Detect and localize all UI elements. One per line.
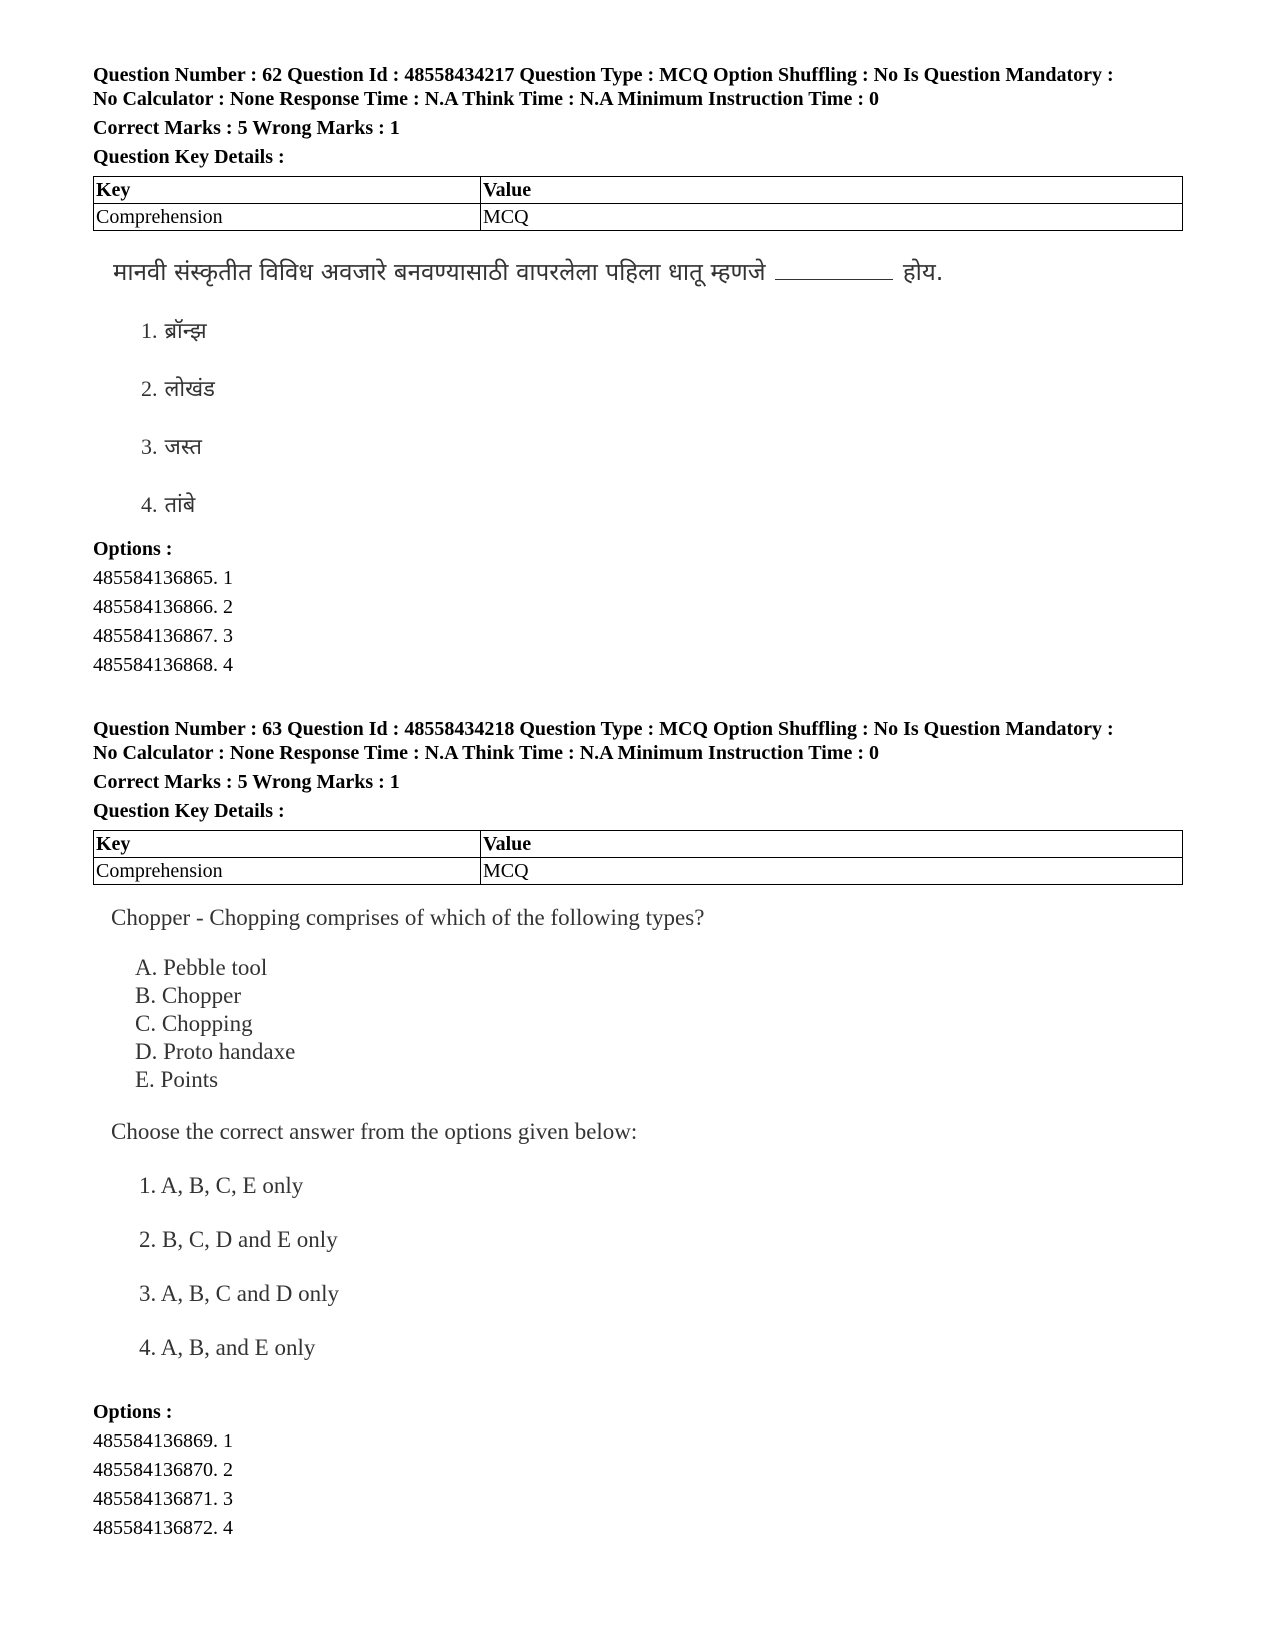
option-id: 485584136868. 4 [93,654,233,676]
choice-2: 2. B, C, D and E only [139,1227,338,1252]
header-value: Value [481,831,1183,858]
question-text [113,255,943,288]
statement-c: C. Chopping [135,1011,253,1036]
question-meta [93,717,1114,765]
key-details-table [93,176,1183,231]
marks-line: Correct Marks : 5 Wrong Marks : 1 [93,771,400,793]
question-image [113,255,944,518]
question-image [111,905,1111,1375]
choice-2 [141,373,215,403]
cell-key: Comprehension [94,858,481,885]
marks-line: Correct Marks : 5 Wrong Marks : 1 [93,117,400,139]
question-text-before: मानवी संस्कृतीत विविध अवजारे बनवण्यासाठी वापरलेला पहिला धातू म्हणजे [113,258,766,286]
meta-line-2: No Calculator : None Response Time : N.A Think Time : N.A Minimum Instruction Time : 0 [93,88,879,110]
instruction-text: Choose the correct answer from the options given below: [111,1119,638,1144]
choice-number: 4. [141,492,158,517]
header-key: Key [94,831,481,858]
choice-1: 1. A, B, C, E only [139,1173,304,1198]
question-meta [93,63,1114,111]
choice-3 [141,431,202,461]
choice-number: 3. [141,434,158,459]
statement-d: D. Proto handaxe [135,1039,296,1064]
choice-1 [141,315,207,345]
cell-key: Comprehension [94,204,481,231]
statement-a: A. Pebble tool [135,955,268,980]
choice-4 [141,489,195,519]
option-id: 485584136865. 1 [93,567,233,589]
option-id: 485584136866. 2 [93,596,233,618]
key-details-label: Question Key Details : [93,800,285,822]
table-row [94,204,1183,231]
choice-4: 4. A, B, and E only [139,1335,316,1360]
meta-line-1: Question Number : 62 Question Id : 48558434217 Question Type : MCQ Option Shuffling : No Is Question Mandatory : [93,64,1114,86]
meta-line-1: Question Number : 63 Question Id : 48558434218 Question Type : MCQ Option Shuffling : No Is Question Mandatory : [93,718,1114,740]
key-details-table [93,830,1183,885]
choice-text: तांबे [164,493,196,518]
cell-value: MCQ [481,204,1183,231]
option-id: 485584136869. 1 [93,1430,233,1452]
header-value: Value [481,177,1183,204]
statement-e: E. Points [135,1067,219,1092]
option-id: 485584136867. 3 [93,625,233,647]
choice-text: जस्त [164,435,202,460]
option-id: 485584136870. 2 [93,1459,233,1481]
key-details-label: Question Key Details : [93,146,285,168]
question-text-after: होय. [902,258,944,286]
choice-number: 1. [141,318,158,343]
statement-b: B. Chopper [135,983,242,1008]
table-header-row [94,831,1183,858]
answer-blank [775,261,893,280]
options-label: Options : [93,538,173,560]
choice-text: ब्रॉन्झ [164,319,207,344]
option-id: 485584136871. 3 [93,1488,233,1510]
table-row [94,858,1183,885]
choice-3: 3. A, B, C and D only [139,1281,339,1306]
table-header-row [94,177,1183,204]
option-id: 485584136872. 4 [93,1517,233,1539]
choice-text: लोखंड [164,377,215,402]
question-63 [93,717,1183,1537]
options-label: Options : [93,1401,173,1423]
question-text: Chopper - Chopping comprises of which of the following types? [111,905,705,930]
question-62 [93,0,1183,690]
meta-line-2: No Calculator : None Response Time : N.A Think Time : N.A Minimum Instruction Time : 0 [93,742,879,764]
choice-number: 2. [141,376,158,401]
cell-value: MCQ [481,858,1183,885]
header-key: Key [94,177,481,204]
